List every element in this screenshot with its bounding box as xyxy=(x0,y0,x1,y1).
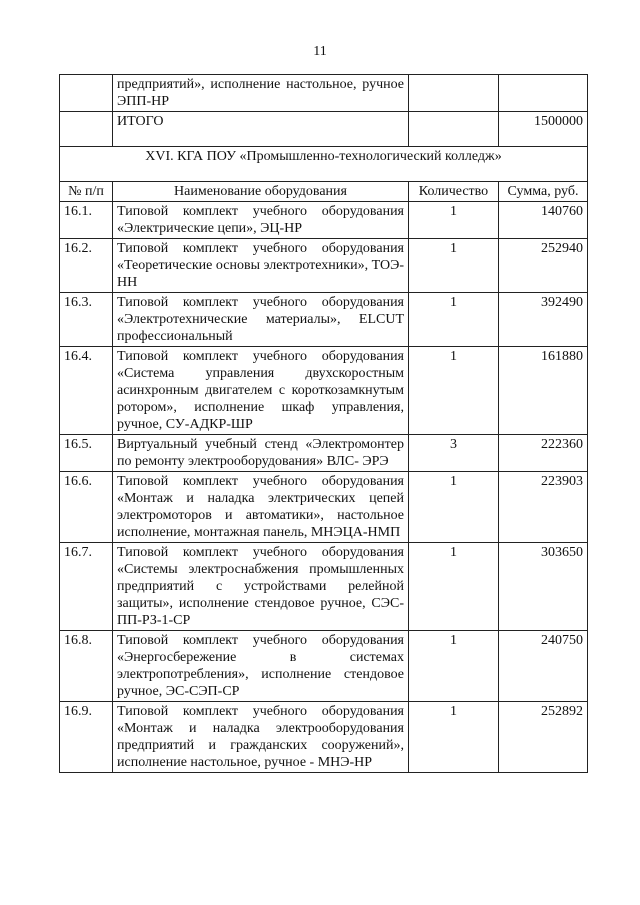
total-num-cell xyxy=(60,112,113,147)
equipment-name: Типовой комплект учебного оборудования «Системы электроснабжения промышленных предприятий с устройствами релейной защиты», исполнение стендовое ручное, СЭС-ПП-РЗ-1-СР xyxy=(113,543,409,631)
header-name: Наименование оборудования xyxy=(113,182,409,202)
continuation-sum-cell xyxy=(499,75,588,112)
row-number: 16.6. xyxy=(60,472,113,543)
amount: 222360 xyxy=(499,435,588,472)
total-qty-cell xyxy=(409,112,499,147)
quantity: 3 xyxy=(409,435,499,472)
quantity: 1 xyxy=(409,347,499,435)
quantity: 1 xyxy=(409,543,499,631)
equipment-name: Виртуальный учебный стенд «Электромонтер по ремонту электрооборудования» ВЛС- ЭРЭ xyxy=(113,435,409,472)
continuation-row xyxy=(60,75,588,112)
row-number: 16.8. xyxy=(60,631,113,702)
total-value: 1500000 xyxy=(499,112,588,147)
quantity: 1 xyxy=(409,202,499,239)
amount: 161880 xyxy=(499,347,588,435)
equipment-name: Типовой комплект учебного оборудования «Система управления двухскоростным асинхронным двигателем с короткозамкнутым ротором», исполнение шкаф управления, ручное, СУ-АДКР-ШР xyxy=(113,347,409,435)
continuation-num-cell xyxy=(60,75,113,112)
quantity: 1 xyxy=(409,293,499,347)
row-number: 16.2. xyxy=(60,239,113,293)
table-row xyxy=(60,347,588,435)
table-row xyxy=(60,239,588,293)
row-number: 16.4. xyxy=(60,347,113,435)
row-number: 16.9. xyxy=(60,702,113,773)
equipment-name: Типовой комплект учебного оборудования «Монтаж и наладка электрических цепей электромоторов и автоматики», настольное исполнение, монтажная панель, МНЭЦА-НМП xyxy=(113,472,409,543)
amount: 140760 xyxy=(499,202,588,239)
table-row xyxy=(60,293,588,347)
row-number: 16.1. xyxy=(60,202,113,239)
continuation-name-cell: предприятий», исполнение настольное, ручное ЭПП-НР xyxy=(113,75,409,112)
equipment-name: Типовой комплект учебного оборудования «Энергосбережение в системах электропотребления», исполнение стендовое ручное, ЭС-СЭП-СР xyxy=(113,631,409,702)
total-label: ИТОГО xyxy=(113,112,409,147)
amount: 240750 xyxy=(499,631,588,702)
quantity: 1 xyxy=(409,472,499,543)
header-sum: Сумма, руб. xyxy=(499,182,588,202)
row-number: 16.5. xyxy=(60,435,113,472)
header-num: № п/п xyxy=(60,182,113,202)
equipment-name: Типовой комплект учебного оборудования «Монтаж и наладка электрооборудования предприятий и гражданских сооружений», исполнение настольное, ручное - МНЭ-НР xyxy=(113,702,409,773)
quantity: 1 xyxy=(409,631,499,702)
amount: 252940 xyxy=(499,239,588,293)
amount: 392490 xyxy=(499,293,588,347)
row-number: 16.7. xyxy=(60,543,113,631)
page-number: 11 xyxy=(313,44,327,59)
header-row xyxy=(60,182,588,202)
quantity: 1 xyxy=(409,239,499,293)
amount: 303650 xyxy=(499,543,588,631)
continuation-qty-cell xyxy=(409,75,499,112)
table-row xyxy=(60,435,588,472)
table-row xyxy=(60,543,588,631)
section-row xyxy=(60,147,588,182)
equipment-name: Типовой комплект учебного оборудования «Теоретические основы электротехники», ТОЭ-НН xyxy=(113,239,409,293)
table-row xyxy=(60,472,588,543)
table-row xyxy=(60,702,588,773)
row-number: 16.3. xyxy=(60,293,113,347)
table-row xyxy=(60,202,588,239)
equipment-name: Типовой комплект учебного оборудования «Электрические цепи», ЭЦ-НР xyxy=(113,202,409,239)
equipment-name: Типовой комплект учебного оборудования «Электротехнические материалы», ELCUT профессиональный xyxy=(113,293,409,347)
header-qty: Количество xyxy=(409,182,499,202)
equipment-table xyxy=(59,74,588,773)
amount: 252892 xyxy=(499,702,588,773)
table-row xyxy=(60,631,588,702)
section-title: XVI. КГА ПОУ «Промышленно-технологический колледж» xyxy=(60,147,588,182)
amount: 223903 xyxy=(499,472,588,543)
quantity: 1 xyxy=(409,702,499,773)
total-row xyxy=(60,112,588,147)
